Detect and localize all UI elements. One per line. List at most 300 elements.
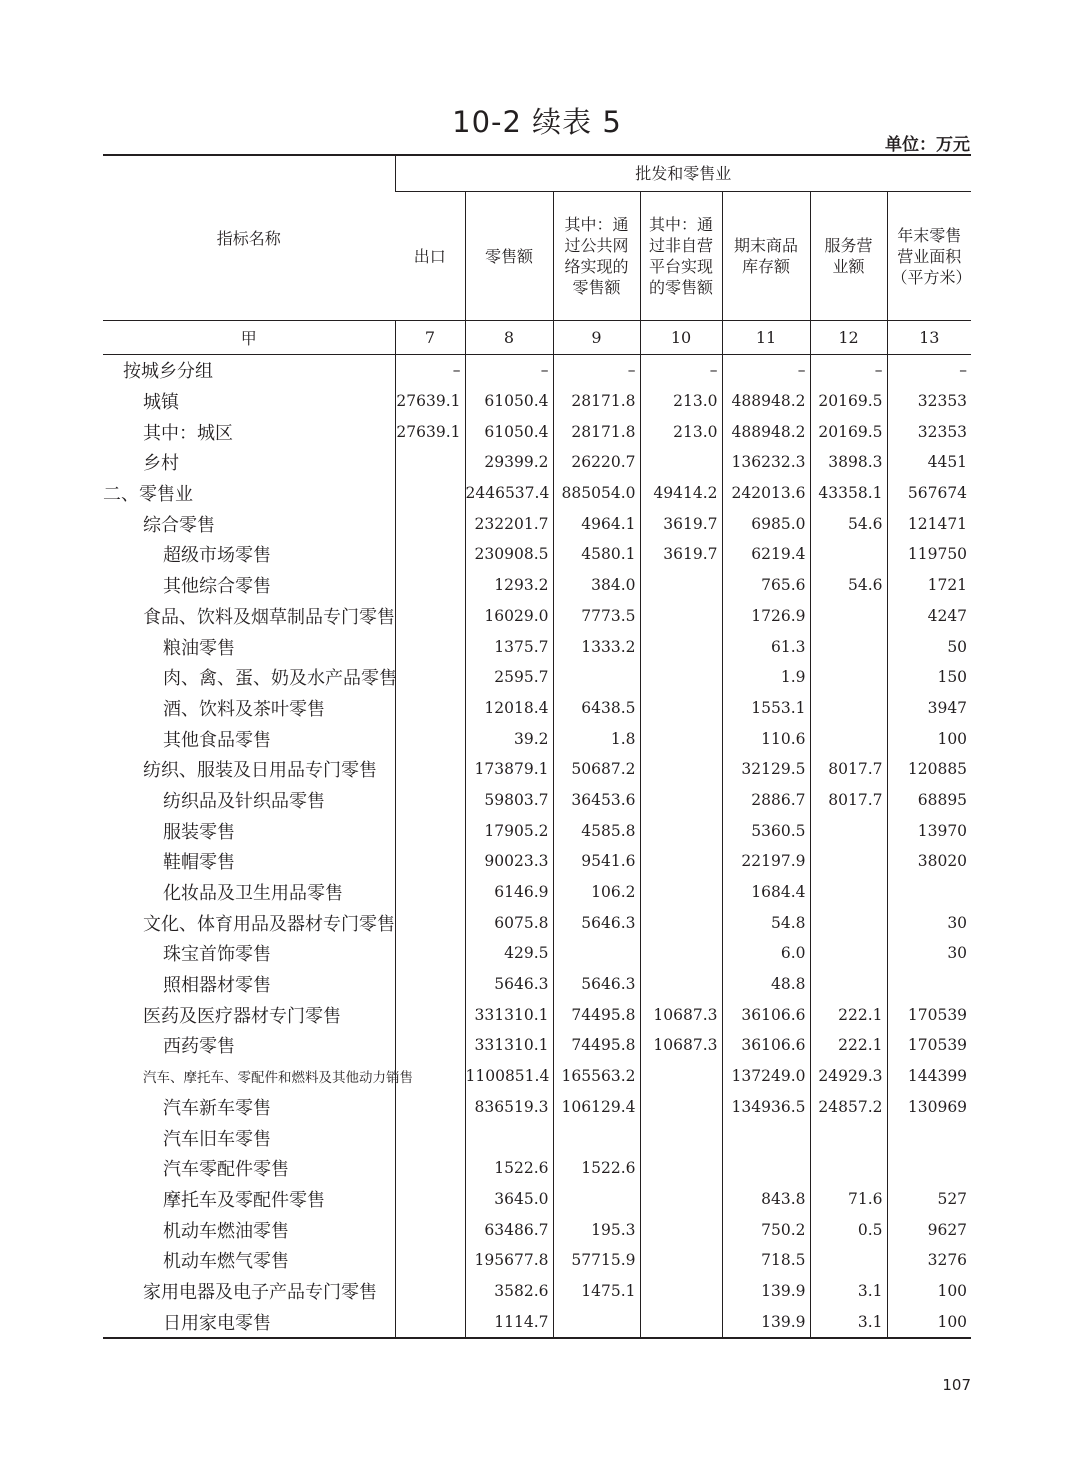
table-cell: 6.0 <box>722 938 810 969</box>
table-row <box>103 508 971 539</box>
table-cell: 3947 <box>887 693 971 724</box>
table-cell: 1721 <box>887 570 971 601</box>
table-cell: 4964.1 <box>553 508 640 539</box>
table-cell <box>640 1122 722 1153</box>
table-cell: 1333.2 <box>553 631 640 662</box>
table-cell: 50687.2 <box>553 754 640 785</box>
table-cell: 5646.3 <box>553 907 640 938</box>
table-cell: 6146.9 <box>465 877 553 908</box>
table-cell <box>395 1153 465 1184</box>
table-cell: 1114.7 <box>465 1306 553 1338</box>
row-label: 食品、饮料及烟草制品专门零售 <box>143 606 395 628</box>
table-cell <box>810 631 887 662</box>
row-label: 其他食品零售 <box>163 729 271 751</box>
table-cell: – <box>640 355 722 386</box>
table-cell: 2446537.4 <box>465 478 553 509</box>
table-cell <box>553 1306 640 1338</box>
table-cell: 144399 <box>887 1061 971 1092</box>
table-cell <box>640 938 722 969</box>
table-cell <box>395 785 465 816</box>
table-cell: 30 <box>887 907 971 938</box>
table-cell <box>553 1122 640 1153</box>
table-row <box>103 386 971 417</box>
table-cell: 765.6 <box>722 570 810 601</box>
table-cell: 50 <box>887 631 971 662</box>
column-header: 其中：通过非自营平台实现的零售额 <box>640 192 722 321</box>
table-cell <box>395 1245 465 1276</box>
row-label: 医药及医疗器材专门零售 <box>143 1005 341 1027</box>
table-cell <box>640 1184 722 1215</box>
table-cell: 230908.5 <box>465 539 553 570</box>
row-label: 纺织品及针织品零售 <box>163 790 325 812</box>
table-cell: 3.1 <box>810 1306 887 1338</box>
table-cell: – <box>887 355 971 386</box>
table-cell: 43358.1 <box>810 478 887 509</box>
table-cell: 1293.2 <box>465 570 553 601</box>
table-cell: 1375.7 <box>465 631 553 662</box>
table-cell <box>553 938 640 969</box>
table-cell <box>395 570 465 601</box>
column-code: 13 <box>887 321 971 355</box>
row-label: 其他综合零售 <box>163 576 271 598</box>
table-cell: – <box>465 355 553 386</box>
table-cell: 232201.7 <box>465 508 553 539</box>
table-cell: 836519.3 <box>465 1092 553 1123</box>
table-cell: 61.3 <box>722 631 810 662</box>
table-cell: 38020 <box>887 846 971 877</box>
table-cell: 384.0 <box>553 570 640 601</box>
table-cell <box>395 815 465 846</box>
table-cell: 74495.8 <box>553 999 640 1030</box>
table-cell: 110.6 <box>722 723 810 754</box>
table-row <box>103 754 971 785</box>
table-cell: 4585.8 <box>553 815 640 846</box>
table-cell <box>810 723 887 754</box>
table-cell <box>640 723 722 754</box>
table-cell: 5360.5 <box>722 815 810 846</box>
column-header: 出口 <box>413 246 446 266</box>
row-label: 按城乡分组 <box>123 361 213 383</box>
table-cell: 26220.7 <box>553 447 640 478</box>
page-title: 10-2 续表 5 <box>452 105 622 139</box>
table-cell: 170539 <box>887 999 971 1030</box>
row-label: 汽车新车零售 <box>163 1097 271 1119</box>
table-cell <box>810 846 887 877</box>
table-cell: 150 <box>887 662 971 693</box>
table-cell: 488948.2 <box>722 386 810 417</box>
row-label: 摩托车及零配件零售 <box>163 1189 325 1211</box>
table-cell <box>395 1306 465 1338</box>
table-cell: 1726.9 <box>722 601 810 632</box>
table-cell: 139.9 <box>722 1276 810 1307</box>
table-cell <box>395 723 465 754</box>
table-row <box>103 1153 971 1184</box>
row-label: 机动车燃气零售 <box>163 1251 289 1273</box>
table-cell <box>553 1184 640 1215</box>
table-cell: 54.8 <box>722 907 810 938</box>
table-cell: 32353 <box>887 386 971 417</box>
table-cell: 9541.6 <box>553 846 640 877</box>
table-cell: 213.0 <box>640 416 722 447</box>
row-label: 服装零售 <box>163 821 235 843</box>
table-cell: 54.6 <box>810 508 887 539</box>
column-code: 12 <box>810 321 887 355</box>
table-cell <box>640 1214 722 1245</box>
table-cell <box>640 570 722 601</box>
table-cell: 331310.1 <box>465 1030 553 1061</box>
table-cell: 567674 <box>887 478 971 509</box>
table-cell: 1522.6 <box>465 1153 553 1184</box>
table-cell: 1684.4 <box>722 877 810 908</box>
table-cell: 750.2 <box>722 1214 810 1245</box>
table-cell <box>395 508 465 539</box>
table-cell <box>395 1092 465 1123</box>
row-label: 乡村 <box>143 453 179 475</box>
table-cell: 27639.1 <box>395 386 465 417</box>
table-cell: 68895 <box>887 785 971 816</box>
table-cell <box>810 938 887 969</box>
column-header: 零售额 <box>465 192 553 321</box>
table-row <box>103 877 971 908</box>
column-header: 期末商品库存额 <box>722 192 810 321</box>
table-row <box>103 1306 971 1338</box>
table-cell <box>395 693 465 724</box>
row-label: 肉、禽、蛋、奶及水产品零售 <box>163 668 397 690</box>
table-cell <box>640 907 722 938</box>
row-label: 超级市场零售 <box>163 545 271 567</box>
column-header: 年末零售营业面积（平方米） <box>887 192 971 321</box>
column-header: 其中：通过公共网络实现的零售额 <box>553 192 640 321</box>
table-row <box>103 1245 971 1276</box>
table-cell: 24929.3 <box>810 1061 887 1092</box>
table-row <box>103 1061 971 1092</box>
table-cell: 3582.6 <box>465 1276 553 1307</box>
table-cell: 24857.2 <box>810 1092 887 1123</box>
table-row <box>103 907 971 938</box>
row-label: 文化、体育用品及器材专门零售 <box>143 913 395 935</box>
row-label: 城镇 <box>143 392 179 414</box>
table-cell: 71.6 <box>810 1184 887 1215</box>
table-cell <box>810 815 887 846</box>
table-cell <box>887 969 971 1000</box>
table-row <box>103 969 971 1000</box>
table-cell <box>395 1276 465 1307</box>
row-label: 汽车、摩托车、零配件和燃料及其他动力销售 <box>143 1070 413 1087</box>
table-row <box>103 1214 971 1245</box>
table-cell: 170539 <box>887 1030 971 1061</box>
table-cell <box>722 1153 810 1184</box>
table-cell: 0.5 <box>810 1214 887 1245</box>
table-cell <box>640 1306 722 1338</box>
table-cell <box>395 999 465 1030</box>
table-cell <box>640 1245 722 1276</box>
table-cell: 4580.1 <box>553 539 640 570</box>
table-cell <box>395 1030 465 1061</box>
table-cell: 130969 <box>887 1092 971 1123</box>
table-cell: 3.1 <box>810 1276 887 1307</box>
table-cell: 10687.3 <box>640 999 722 1030</box>
table-cell: 1522.6 <box>553 1153 640 1184</box>
table-cell: 39.2 <box>465 723 553 754</box>
table-cell <box>395 846 465 877</box>
table-cell <box>395 754 465 785</box>
row-label: 机动车燃油零售 <box>163 1220 289 1242</box>
table-row <box>103 723 971 754</box>
table-cell: 20169.5 <box>810 386 887 417</box>
table-cell <box>810 601 887 632</box>
table-cell: 1475.1 <box>553 1276 640 1307</box>
table-cell <box>640 785 722 816</box>
row-label: 二、零售业 <box>103 484 193 506</box>
table-row <box>103 1030 971 1061</box>
table-cell <box>465 1122 553 1153</box>
column-code: 10 <box>640 321 722 355</box>
table-cell <box>810 1153 887 1184</box>
table-cell <box>395 539 465 570</box>
table-cell: 6438.5 <box>553 693 640 724</box>
table-row <box>103 478 971 509</box>
table-cell: 3619.7 <box>640 508 722 539</box>
table-cell: 32129.5 <box>722 754 810 785</box>
statistics-table <box>103 154 971 1339</box>
row-label: 综合零售 <box>143 514 215 536</box>
table-cell: 61050.4 <box>465 386 553 417</box>
table-cell <box>395 969 465 1000</box>
table-cell: 4451 <box>887 447 971 478</box>
table-cell: 4247 <box>887 601 971 632</box>
table-cell: 137249.0 <box>722 1061 810 1092</box>
table-cell: 3645.0 <box>465 1184 553 1215</box>
table-cell: 48.8 <box>722 969 810 1000</box>
table-row <box>103 815 971 846</box>
table-cell <box>395 662 465 693</box>
table-cell: 195677.8 <box>465 1245 553 1276</box>
table-cell: 57715.9 <box>553 1245 640 1276</box>
table-cell <box>640 662 722 693</box>
table-row <box>103 846 971 877</box>
table-cell: – <box>810 355 887 386</box>
table-cell: 6219.4 <box>722 539 810 570</box>
table-cell: 100 <box>887 723 971 754</box>
table-cell: 61050.4 <box>465 416 553 447</box>
table-cell <box>810 1122 887 1153</box>
table-cell: 165563.2 <box>553 1061 640 1092</box>
table-cell <box>395 631 465 662</box>
row-label: 酒、饮料及茶叶零售 <box>163 698 325 720</box>
table-cell <box>640 1153 722 1184</box>
table-cell <box>640 815 722 846</box>
table-cell: 213.0 <box>640 386 722 417</box>
row-label: 纺织、服装及日用品专门零售 <box>143 760 377 782</box>
table-cell: 28171.8 <box>553 386 640 417</box>
table-cell: 106129.4 <box>553 1092 640 1123</box>
table-cell: 222.1 <box>810 999 887 1030</box>
table-cell <box>810 877 887 908</box>
table-cell: 242013.6 <box>722 478 810 509</box>
table-cell <box>553 662 640 693</box>
unit-label: 单位：万元 <box>885 135 970 155</box>
table-cell: 36453.6 <box>553 785 640 816</box>
table-row <box>103 938 971 969</box>
row-label: 汽车零配件零售 <box>163 1159 289 1181</box>
table-cell <box>395 1214 465 1245</box>
table-cell: 195.3 <box>553 1214 640 1245</box>
table-cell: 13970 <box>887 815 971 846</box>
table-cell: 10687.3 <box>640 1030 722 1061</box>
table-cell: – <box>395 355 465 386</box>
row-label: 化妆品及卫生用品零售 <box>163 883 343 905</box>
table-cell: 134936.5 <box>722 1092 810 1123</box>
table-row <box>103 539 971 570</box>
table-cell: 54.6 <box>810 570 887 601</box>
table-row <box>103 570 971 601</box>
row-label: 家用电器及电子产品专门零售 <box>143 1281 377 1303</box>
table-cell: 3898.3 <box>810 447 887 478</box>
table-cell <box>395 1184 465 1215</box>
table-cell <box>395 478 465 509</box>
table-row <box>103 662 971 693</box>
table-cell: 718.5 <box>722 1245 810 1276</box>
row-label: 珠宝首饰零售 <box>163 944 271 966</box>
row-label: 西药零售 <box>163 1036 235 1058</box>
table-cell <box>640 846 722 877</box>
table-cell: 3619.7 <box>640 539 722 570</box>
row-label: 照相器材零售 <box>163 975 271 997</box>
column-code: 9 <box>553 321 640 355</box>
table-cell: 32353 <box>887 416 971 447</box>
table-row <box>103 601 971 632</box>
table-cell <box>810 539 887 570</box>
column-header: 服务营业额 <box>810 192 887 321</box>
row-label: 鞋帽零售 <box>163 852 235 874</box>
table-row <box>103 1276 971 1307</box>
table-cell: 12018.4 <box>465 693 553 724</box>
table-cell: 1.9 <box>722 662 810 693</box>
table-cell: 30 <box>887 938 971 969</box>
row-label: 粮油零售 <box>163 637 235 659</box>
table-cell: 6075.8 <box>465 907 553 938</box>
table-cell <box>887 1153 971 1184</box>
table-cell: 843.8 <box>722 1184 810 1215</box>
table-cell <box>640 877 722 908</box>
table-row <box>103 1122 971 1153</box>
table-cell <box>395 447 465 478</box>
table-cell <box>810 969 887 1000</box>
table-cell <box>395 938 465 969</box>
column-code: 7 <box>395 321 465 355</box>
table-cell: 136232.3 <box>722 447 810 478</box>
table-row <box>103 999 971 1030</box>
table-cell: 527 <box>887 1184 971 1215</box>
table-row <box>103 785 971 816</box>
table-cell <box>640 754 722 785</box>
table-cell <box>722 1122 810 1153</box>
table-row <box>103 1184 971 1215</box>
table-cell: 5646.3 <box>553 969 640 1000</box>
column-code: 8 <box>465 321 553 355</box>
table-cell <box>810 662 887 693</box>
table-cell: 100 <box>887 1276 971 1307</box>
table-cell: 36106.6 <box>722 1030 810 1061</box>
table-row <box>103 1092 971 1123</box>
table-cell: 16029.0 <box>465 601 553 632</box>
table-cell <box>640 601 722 632</box>
table-cell <box>810 907 887 938</box>
table-cell: 885054.0 <box>553 478 640 509</box>
table-cell <box>640 631 722 662</box>
table-cell: 5646.3 <box>465 969 553 1000</box>
table-cell: 28171.8 <box>553 416 640 447</box>
table-cell: 139.9 <box>722 1306 810 1338</box>
table-cell: 74495.8 <box>553 1030 640 1061</box>
table-cell: 488948.2 <box>722 416 810 447</box>
table-cell: 2595.7 <box>465 662 553 693</box>
table-cell: 6985.0 <box>722 508 810 539</box>
table-cell: 1553.1 <box>722 693 810 724</box>
table-cell: 27639.1 <box>395 416 465 447</box>
table-cell <box>640 1092 722 1123</box>
table-cell: 119750 <box>887 539 971 570</box>
table-cell: 222.1 <box>810 1030 887 1061</box>
table-cell <box>395 601 465 632</box>
table-cell <box>395 907 465 938</box>
table-cell: 1100851.4 <box>465 1061 553 1092</box>
table-row <box>103 355 971 386</box>
table-cell: 3276 <box>887 1245 971 1276</box>
table-cell: 1.8 <box>553 723 640 754</box>
table-cell: 429.5 <box>465 938 553 969</box>
row-label: 其中：城区 <box>143 422 233 444</box>
table-cell <box>887 877 971 908</box>
table-row <box>103 416 971 447</box>
table-cell <box>395 877 465 908</box>
row-label: 日用家电零售 <box>103 1306 395 1338</box>
column-code: 11 <box>722 321 810 355</box>
table-row <box>103 693 971 724</box>
table-cell <box>810 1245 887 1276</box>
table-cell: 29399.2 <box>465 447 553 478</box>
page-number: 107 <box>942 1376 971 1394</box>
table-row <box>103 447 971 478</box>
row-label: 汽车旧车零售 <box>163 1128 271 1150</box>
table-cell <box>887 1122 971 1153</box>
table-cell: 331310.1 <box>465 999 553 1030</box>
table-cell: 90023.3 <box>465 846 553 877</box>
code-label: 甲 <box>103 321 395 355</box>
table-cell: – <box>553 355 640 386</box>
table-cell <box>640 1276 722 1307</box>
table-cell: 63486.7 <box>465 1214 553 1245</box>
table-cell: 121471 <box>887 508 971 539</box>
table-cell: 173879.1 <box>465 754 553 785</box>
name-column-header: 指标名称 <box>103 155 395 321</box>
table-cell: 7773.5 <box>553 601 640 632</box>
table-cell: 9627 <box>887 1214 971 1245</box>
table-cell: – <box>722 355 810 386</box>
table-cell <box>810 693 887 724</box>
table-cell <box>640 969 722 1000</box>
table-cell: 106.2 <box>553 877 640 908</box>
table-cell: 2886.7 <box>722 785 810 816</box>
table-row <box>103 631 971 662</box>
table-cell: 36106.6 <box>722 999 810 1030</box>
table-cell <box>640 693 722 724</box>
table-cell <box>640 1061 722 1092</box>
table-cell: 22197.9 <box>722 846 810 877</box>
table-cell: 8017.7 <box>810 754 887 785</box>
table-cell: 17905.2 <box>465 815 553 846</box>
table-cell: 59803.7 <box>465 785 553 816</box>
